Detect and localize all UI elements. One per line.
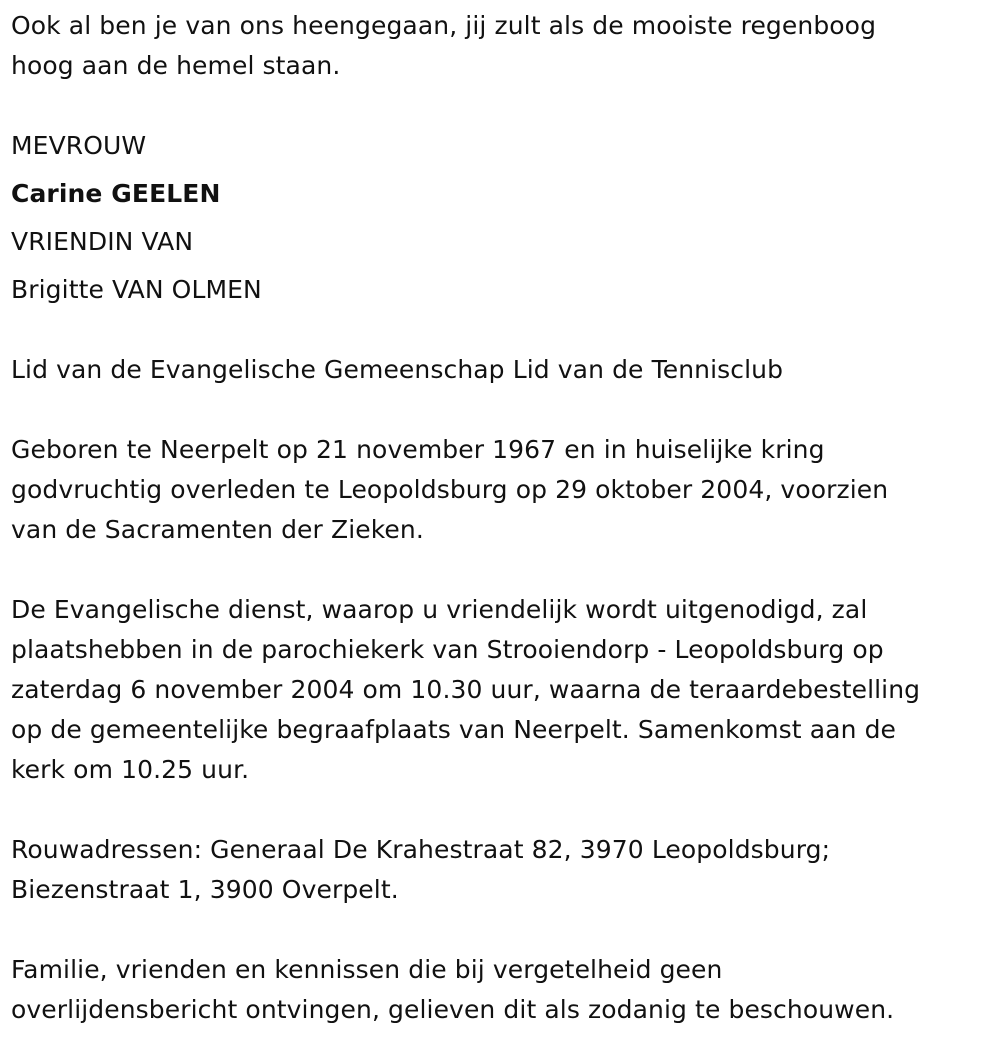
memberships-paragraph xyxy=(11,350,986,390)
paragraph-gap xyxy=(11,390,986,430)
obituary-notice xyxy=(11,6,986,1030)
closing-line: overlijdensbericht ontvingen, gelieven dit als zodanig te beschouwen. xyxy=(11,995,895,1024)
relation-label: VRIENDIN VAN xyxy=(11,227,194,256)
memberships-line: Lid van de Evangelische Gemeenschap Lid van de Tennisclub xyxy=(11,355,784,384)
service-line: plaatshebben in de parochiekerk van Strooiendorp - Leopoldsburg op xyxy=(11,635,884,664)
service-paragraph xyxy=(11,590,986,790)
paragraph-gap xyxy=(11,310,986,350)
relation-name: Brigitte VAN OLMEN xyxy=(11,275,262,304)
motto-paragraph xyxy=(11,6,986,86)
address-line: Rouwadressen: Generaal De Krahestraat 82, 3970 Leopoldsburg; xyxy=(11,835,831,864)
paragraph-gap xyxy=(11,550,986,590)
birth-death-paragraph xyxy=(11,430,986,550)
birth-death-line: godvruchtig overleden te Leopoldsburg op 29 oktober 2004, voorzien xyxy=(11,475,889,504)
paragraph-gap xyxy=(11,790,986,830)
birth-death-line: van de Sacramenten der Zieken. xyxy=(11,515,424,544)
paragraph-gap xyxy=(11,86,986,126)
honorific: MEVROUW xyxy=(11,131,147,160)
birth-death-line: Geboren te Neerpelt op 21 november 1967 en in huiselijke kring xyxy=(11,435,825,464)
service-line: De Evangelische dienst, waarop u vriendelijk wordt uitgenodigd, zal xyxy=(11,595,868,624)
motto-line: Ook al ben je van ons heengegaan, jij zult als de mooiste regenboog xyxy=(11,11,877,40)
service-line: op de gemeentelijke begraafplaats van Neerpelt. Samenkomst aan de xyxy=(11,715,897,744)
service-line: zaterdag 6 november 2004 om 10.30 uur, waarna de teraardebestelling xyxy=(11,675,921,704)
closing-paragraph xyxy=(11,950,986,1030)
service-line: kerk om 10.25 uur. xyxy=(11,755,250,784)
deceased-block xyxy=(11,122,986,314)
closing-line: Familie, vrienden en kennissen die bij vergetelheid geen xyxy=(11,955,723,984)
address-line: Biezenstraat 1, 3900 Overpelt. xyxy=(11,875,399,904)
addresses-paragraph xyxy=(11,830,986,910)
deceased-name: Carine GEELEN xyxy=(11,179,221,208)
paragraph-gap xyxy=(11,910,986,950)
motto-line: hoog aan de hemel staan. xyxy=(11,51,341,80)
